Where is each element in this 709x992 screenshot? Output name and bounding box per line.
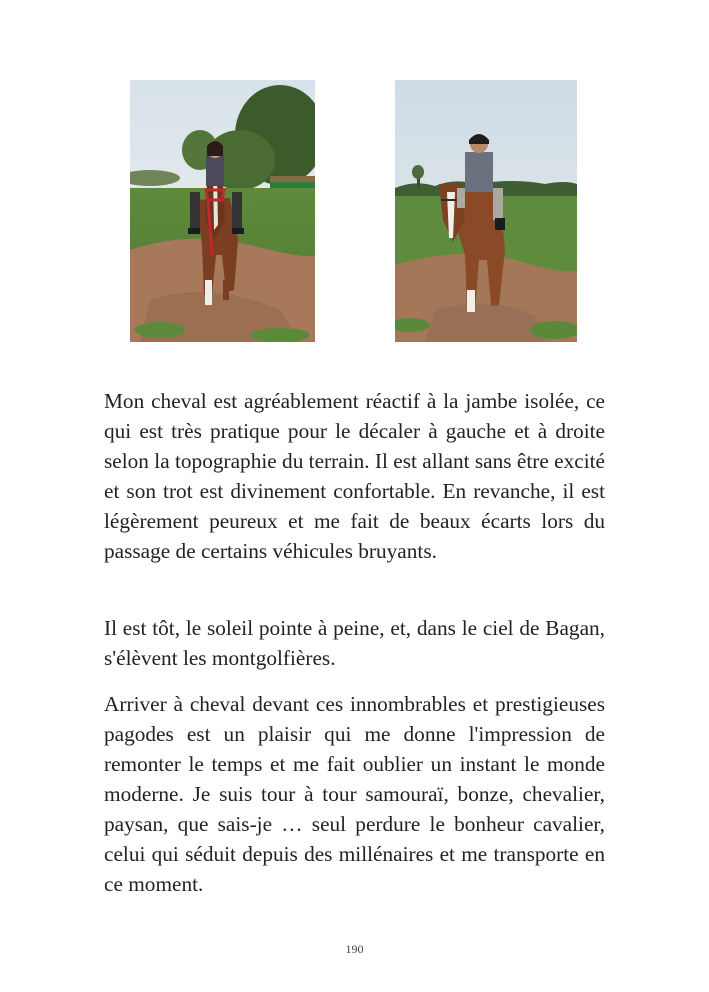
photo-right-illustration (395, 80, 577, 342)
rider-man-on-horse-photo (395, 80, 577, 342)
photo-left-illustration (130, 80, 315, 342)
paragraph-3: Arriver à cheval devant ces innombrables et prestigieuses pagodes est un plaisir qui me donne l'impression de remonter le temps et me fait oublier un instant le monde moderne. Je suis tour à tour samouraï, bonze, chevalier, paysan, que sais-je … seul perdure le bonheur cavalier, celui qui séduit depuis des millénaires et me transporte en ce moment. (104, 692, 605, 896)
rider-woman-on-horse-photo (130, 80, 315, 342)
page-number: 190 (345, 942, 364, 956)
paragraph-2: Il est tôt, le soleil pointe à peine, et, dans le ciel de Bagan, s'élèvent les montgolfières. (104, 616, 605, 670)
paragraph-1: Mon cheval est agréablement réactif à la jambe isolée, ce qui est très pratique pour le décaler à gauche et à droite selon la topographie du terrain. Il est allant sans être excité et son trot est divinement confortable. En revanche, il est légèrement peureux et me fait de beaux écarts lors du passage de certains véhicules bruyants. (104, 389, 605, 563)
